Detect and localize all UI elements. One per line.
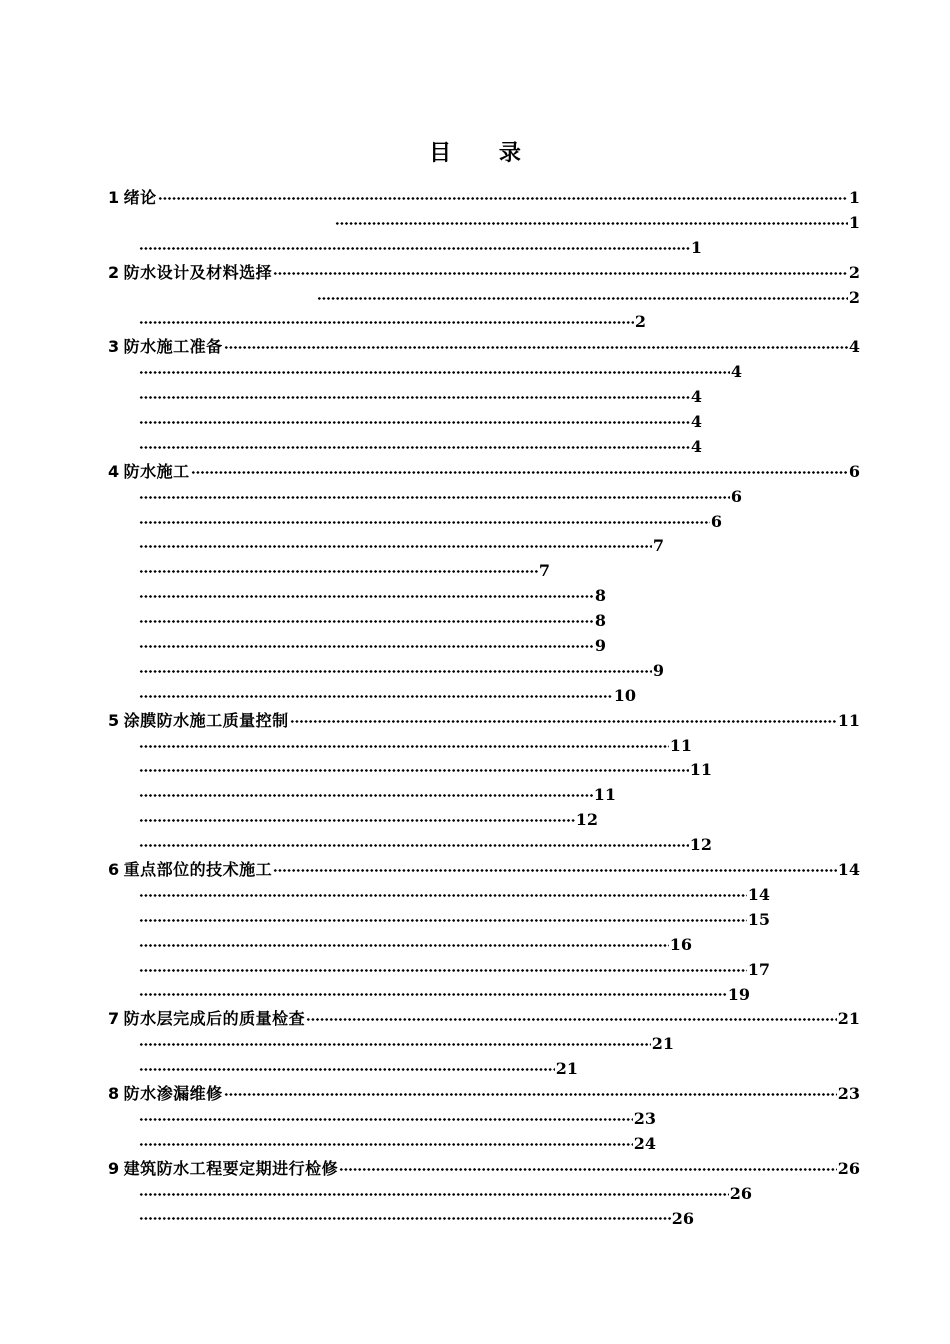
toc-entry-number: 1 [108, 188, 120, 207]
dot-leader [158, 197, 848, 200]
toc-section-entry[interactable] [138, 933, 692, 958]
dot-leader [139, 620, 594, 623]
dot-leader [139, 1217, 671, 1220]
toc-section-entry[interactable] [138, 1057, 578, 1082]
toc-page-number: 2 [634, 312, 646, 332]
toc-section-entry[interactable] [138, 310, 646, 335]
toc-page-number: 17 [747, 959, 770, 979]
dot-leader [139, 695, 613, 698]
toc-page-number: 4 [690, 387, 702, 407]
toc-page-number: 11 [669, 735, 692, 755]
dot-leader [335, 222, 848, 225]
toc-entry-title: 防水渗漏维修 [123, 1084, 223, 1104]
dot-leader [139, 1043, 651, 1046]
dot-leader [306, 1018, 837, 1021]
toc-page-number: 23 [633, 1108, 656, 1128]
toc-page-number: 4 [690, 436, 702, 456]
toc-section-entry[interactable] [138, 1207, 694, 1232]
toc-section-entry[interactable] [138, 808, 598, 833]
toc-section-entry[interactable] [316, 286, 860, 311]
toc-page-number: 2 [848, 287, 860, 307]
toc-entry-title: 重点部位的技术施工 [123, 860, 273, 880]
toc-entry-title: 防水层完成后的质量检查 [123, 1009, 306, 1029]
toc-page-number: 26 [671, 1208, 694, 1228]
toc-section-entry[interactable] [138, 410, 702, 435]
toc-page-number: 26 [837, 1158, 860, 1178]
dot-leader [139, 545, 652, 548]
toc-entry-number: 8 [108, 1084, 120, 1104]
dot-leader [139, 844, 689, 847]
toc-entry-title: 防水施工准备 [123, 337, 223, 357]
dot-leader [139, 944, 669, 947]
toc-section-entry[interactable] [138, 534, 664, 559]
toc-chapter-entry[interactable] [108, 1007, 860, 1032]
toc-section-entry[interactable] [138, 684, 636, 709]
toc-entry-number: 5 [108, 710, 120, 730]
toc-chapter-entry[interactable] [108, 858, 860, 883]
toc-page-number: 11 [593, 785, 616, 805]
dot-leader [139, 595, 594, 598]
dot-leader [224, 346, 848, 349]
toc-page-number: 11 [689, 760, 712, 780]
toc-section-entry[interactable] [138, 833, 712, 858]
toc-page-number: 6 [730, 486, 742, 506]
toc-entry-label [108, 261, 272, 286]
toc-section-entry[interactable] [138, 758, 712, 783]
toc-section-entry[interactable] [138, 360, 742, 385]
toc-section-entry[interactable] [138, 983, 750, 1008]
toc-page-number: 21 [837, 1009, 860, 1029]
toc-entry-label [108, 709, 289, 734]
toc-page-number: 1 [848, 188, 860, 207]
toc-page-number: 14 [837, 860, 860, 880]
toc-page-number: 16 [669, 934, 692, 954]
toc-entry-number: 2 [108, 262, 120, 282]
toc-entry-number: 9 [108, 1158, 120, 1178]
dot-leader [339, 1168, 837, 1171]
toc-page-number: 15 [747, 909, 770, 929]
toc-page-number: 21 [555, 1059, 578, 1079]
toc-entry-label [108, 460, 190, 485]
dot-leader [139, 819, 575, 822]
dot-leader [139, 1118, 633, 1121]
dot-leader [139, 371, 730, 374]
page-title: 目 录 [429, 141, 541, 166]
toc-entry-number: 6 [108, 860, 120, 880]
dot-leader [290, 720, 837, 723]
toc-section-entry[interactable] [138, 734, 692, 759]
dot-leader [139, 421, 690, 424]
dot-leader [139, 769, 689, 772]
toc-entry-title: 涂膜防水施工质量控制 [123, 710, 289, 730]
dot-leader [139, 894, 747, 897]
toc-page-number: 7 [652, 536, 664, 556]
toc-page-number: 12 [575, 810, 598, 830]
toc-section-entry[interactable] [138, 1132, 656, 1157]
toc-chapter-entry[interactable] [108, 709, 860, 734]
toc-page-number: 21 [651, 1034, 674, 1054]
toc-page-number: 4 [848, 337, 860, 357]
toc-chapter-entry[interactable] [108, 1082, 860, 1107]
toc-section-entry[interactable] [138, 1032, 674, 1057]
toc-page-number: 6 [848, 461, 860, 481]
dot-leader [273, 272, 848, 275]
toc-page-number: 4 [730, 362, 742, 382]
toc-chapter-entry[interactable] [108, 1157, 860, 1182]
toc-page-number: 6 [710, 511, 722, 531]
toc-entry-label [108, 858, 272, 883]
toc-page-number: 8 [594, 586, 606, 606]
dot-leader [139, 496, 730, 499]
dot-leader [139, 969, 747, 972]
toc-section-entry[interactable] [138, 559, 550, 584]
dot-leader [139, 446, 690, 449]
toc-section-entry[interactable] [138, 584, 606, 609]
toc-section-entry[interactable] [138, 485, 742, 510]
toc-entry-number: 7 [108, 1009, 120, 1029]
toc-page-number: 2 [848, 262, 860, 282]
toc-entry-title: 防水设计及材料选择 [123, 262, 273, 282]
dot-leader [139, 247, 690, 250]
dot-leader [139, 670, 652, 673]
toc-page-number: 10 [613, 685, 636, 705]
toc-page-number: 1 [848, 212, 860, 232]
table-of-contents [108, 186, 860, 1231]
dot-leader [139, 794, 593, 797]
toc-section-entry[interactable] [138, 385, 702, 410]
toc-section-entry[interactable] [138, 1107, 656, 1132]
toc-entry-title: 绪论 [123, 188, 157, 207]
toc-entry-label [108, 186, 157, 211]
toc-page-number: 8 [594, 611, 606, 631]
dot-leader [139, 396, 690, 399]
dot-leader [139, 321, 634, 324]
toc-section-entry[interactable] [138, 609, 606, 634]
dot-leader [191, 471, 848, 474]
dot-leader [273, 869, 837, 872]
toc-chapter-entry[interactable] [108, 261, 860, 286]
toc-section-entry[interactable] [138, 908, 770, 933]
dot-leader [139, 745, 669, 748]
toc-section-entry[interactable] [138, 958, 770, 983]
dot-leader [139, 993, 727, 996]
toc-section-entry[interactable] [138, 1182, 752, 1207]
toc-page-number: 23 [837, 1084, 860, 1104]
toc-section-entry[interactable] [138, 236, 702, 261]
dot-leader [139, 570, 538, 573]
toc-entry-label [108, 1157, 338, 1182]
toc-section-entry[interactable] [138, 883, 770, 908]
toc-chapter-entry[interactable] [108, 460, 860, 485]
toc-page-number: 9 [652, 660, 664, 680]
toc-page-number: 9 [594, 636, 606, 656]
toc-page-number: 24 [633, 1133, 656, 1153]
toc-section-entry[interactable] [138, 510, 722, 535]
toc-chapter-entry[interactable] [108, 186, 860, 211]
toc-entry-title: 防水施工 [123, 461, 190, 481]
toc-chapter-entry[interactable] [108, 335, 860, 360]
dot-leader [139, 1068, 555, 1071]
dot-leader [139, 521, 710, 524]
toc-entry-label [108, 1082, 223, 1107]
toc-page-number: 12 [689, 835, 712, 855]
toc-section-entry[interactable] [138, 435, 702, 460]
toc-entry-label [108, 335, 223, 360]
toc-section-entry[interactable] [138, 634, 606, 659]
dot-leader [139, 919, 747, 922]
toc-page-number: 7 [538, 561, 550, 581]
toc-page-number: 14 [747, 884, 770, 904]
toc-section-entry[interactable] [334, 211, 860, 236]
toc-entry-title: 建筑防水工程要定期进行检修 [123, 1158, 339, 1178]
toc-page-number: 19 [727, 984, 750, 1004]
dot-leader [317, 297, 848, 300]
toc-page-number: 1 [690, 237, 702, 257]
dot-leader [139, 1143, 633, 1146]
toc-section-entry[interactable] [138, 659, 664, 684]
dot-leader [139, 1193, 729, 1196]
toc-entry-number: 3 [108, 337, 120, 357]
toc-entry-label [108, 1007, 305, 1032]
toc-entry-number: 4 [108, 461, 120, 481]
toc-page-number: 11 [837, 710, 860, 730]
toc-section-entry[interactable] [138, 783, 616, 808]
toc-page-number: 26 [729, 1183, 752, 1203]
dot-leader [139, 645, 594, 648]
dot-leader [224, 1093, 837, 1096]
toc-page-number: 4 [690, 412, 702, 432]
